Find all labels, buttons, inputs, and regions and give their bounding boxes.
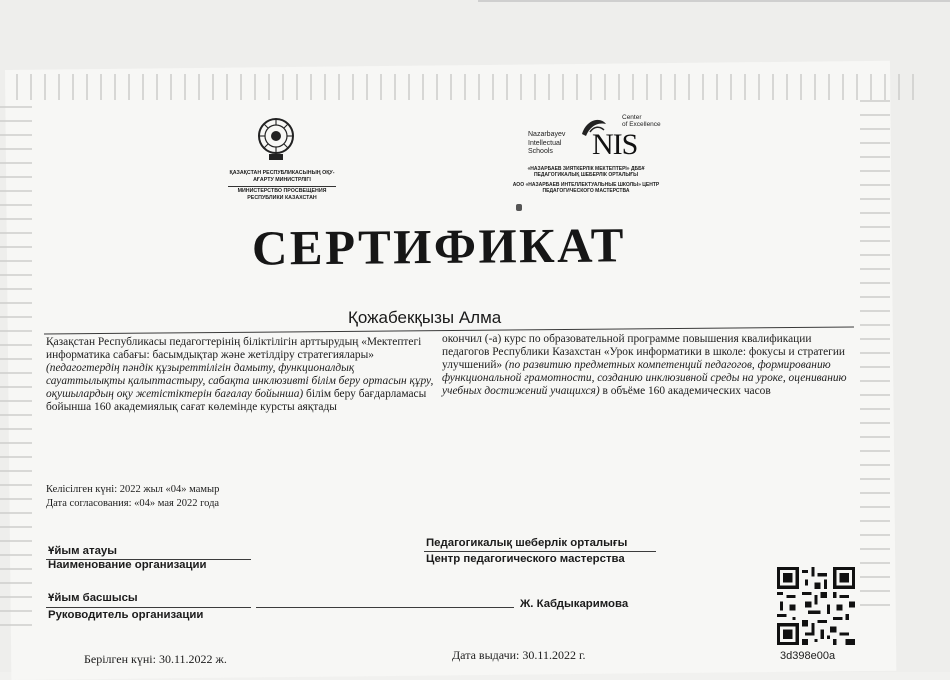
course-description-kz	[46, 336, 436, 414]
kz-text-italic: (педагогтердің пәндік құзыреттілігін дамыту, функционалдық сауаттылықты қалыптастыру, сабақта инклюзивті білім беру ортасын құру, оқушылардың оқу жетістіктерін бағалау бойынша)	[46, 362, 434, 400]
nis-name-block	[528, 131, 565, 157]
org-value-line	[424, 551, 656, 552]
ornament-border-left	[0, 95, 32, 632]
ornament-border-right	[860, 90, 890, 612]
ru-text-part-1: окончил (-а) курс по образовательной программе повышения квалификации педагогов Республики Казахстан «Урок информатики в школе: фокусы и стратегии улучшений»	[442, 333, 846, 371]
nis-center-line-2: of Excellence	[622, 121, 661, 128]
head-label-ru: Руководитель организации	[48, 609, 204, 621]
nis-center-name-kz: «НАЗАРБАЕВ ЗИЯТКЕРЛІК МЕКТЕПТЕРІ» ДББҰ ПЕДАГОГИКАЛЫҚ ШЕБЕРЛІК ОРТАЛЫҒЫ	[527, 166, 645, 178]
nis-center-label	[622, 114, 661, 128]
agreement-date-ru: Дата согласования: «04» мая 2022 года	[46, 498, 220, 509]
state-emblem-icon	[256, 116, 296, 164]
scan-edge	[478, 0, 950, 2]
nis-wordmark: NIS	[592, 128, 638, 161]
ornament-border-top	[10, 74, 920, 100]
signature-line	[256, 607, 514, 608]
issue-date-ru: Дата выдачи: 30.11.2022 г.	[452, 648, 586, 662]
qr-code-icon	[777, 567, 855, 645]
org-value-ru: Центр педагогического мастерства	[426, 553, 625, 565]
recipient-name: Қожабекқызы Алма	[348, 308, 502, 327]
nis-line-2: Intellectual	[528, 139, 562, 147]
issue-date-kz: Берілген күні: 30.11.2022 ж.	[84, 652, 227, 666]
head-label-line	[46, 607, 251, 608]
ru-text-part-2: в объёме 160 академических часов	[602, 385, 771, 397]
ministry-name-kz: ҚАЗАҚСТАН РЕСПУБЛИКАСЫНЫҢ ОҚУ-АҒАРТУ МИНИСТРЛІГІ	[229, 170, 335, 183]
kz-text-part-1: Қазақстан Республикасы педагогтерінің біліктілігін арттырудың «Мектептегі информатика сабағы: басымдықтар және жетілдіру стратегиялары»	[46, 336, 422, 361]
ru-text-italic: (по развитию предметных компетенций педагогов, формированию функциональной грамотности, созданию инклюзивной среды на уроке, оцениванию учебных достижений учащихся)	[442, 359, 847, 397]
certificate-title: СЕРТИФИКАТ	[251, 217, 627, 276]
nis-center-line-1: Center	[622, 114, 642, 121]
ink-spot	[516, 204, 522, 211]
course-description-ru	[442, 333, 856, 398]
nis-center-name-ru: АОО «НАЗАРБАЕВ ИНТЕЛЛЕКТУАЛЬНЫЕ ШКОЛЫ» ЦЕНТР ПЕДАГОГИЧЕСКОГО МАСТЕРСТВА	[512, 182, 660, 194]
org-value-kz: Педагогикалық шеберлік орталығы	[426, 537, 628, 549]
org-label-ru: Наименование организации	[48, 559, 207, 571]
nis-line-1: Nazarbayev	[528, 131, 566, 138]
kz-text-part-2: білім беру бағдарламасы бойынша 160 академиялық сағат көлемінде курсты аяқтады	[46, 388, 427, 413]
certificate-code: 3d398e00a	[780, 650, 836, 662]
ministry-name-ru: МИНИСТЕРСТВО ПРОСВЕЩЕНИЯ РЕСПУБЛИКИ КАЗАХСТАН	[228, 186, 336, 201]
head-name: Ж. Кабдыкаримова	[520, 598, 629, 610]
nis-line-3: Schools	[528, 148, 553, 155]
agreement-date-kz: Келісілген күні: 2022 жыл «04» мамыр	[46, 484, 220, 495]
head-label-kz: Ұйым басшысы	[48, 592, 138, 604]
org-label-kz: Ұйым атауы	[48, 545, 117, 557]
